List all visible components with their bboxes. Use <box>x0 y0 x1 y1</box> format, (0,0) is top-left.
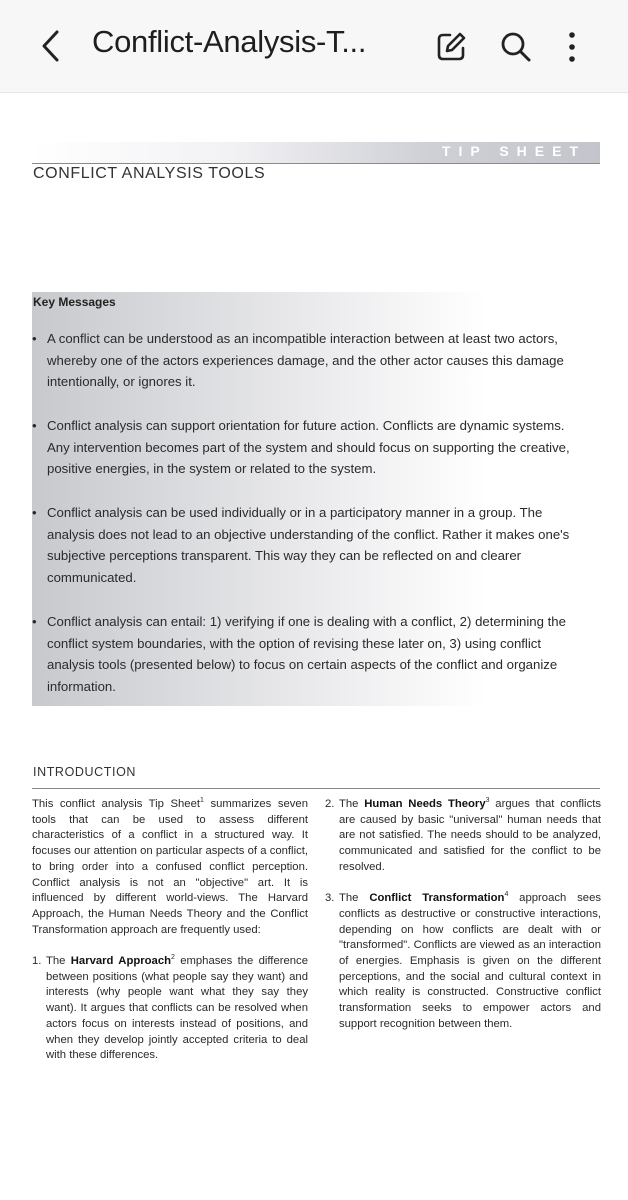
introduction-heading: INTRODUCTION <box>33 765 137 779</box>
approach-item-harvard: 1. The Harvard Approach$^2$ emphases the difference between positions (what people say they want) and interests (why people want what they say they want). It argues that conflicts can be resolved when actors focus on interests instead of positions, and when they develop jointly accepted criteria to deal with these differences. <box>32 954 308 1062</box>
app-bar <box>0 0 628 93</box>
back-button[interactable] <box>36 28 70 64</box>
key-message-item: • Conflict analysis can be used individually or in a participatory manner in a group. The analysis does not lead to an objective understanding of the conflict. Rather it makes one's subjective perceptions transparent. This way they can be reflected on and clearer communicated. <box>32 505 570 585</box>
intro-column-right <box>325 797 601 1033</box>
search-icon <box>499 30 533 64</box>
intro-paragraph: This conflict analysis Tip Sheet$^1$ summarizes seven tools that can be used to assess different characteristics of a conflict in a structured way. It focuses our attention on particular aspects of a conflict, to bring order into a confused conflict perception. Conflict analysis is not an "objective" art. It is influenced by different world-views. The Harvard Approach, the Human Needs Theory and the Conflict Transformation approach are frequently used: <box>32 797 309 936</box>
tip-sheet-banner <box>32 142 600 164</box>
page-title: CONFLICT ANALYSIS TOOLS <box>33 165 266 182</box>
document-title: Conflict-Analysis-T... <box>92 24 367 59</box>
more-options-button[interactable] <box>560 30 584 64</box>
chevron-left-icon <box>36 28 70 64</box>
key-message-item: • Conflict analysis can entail: 1) verifying if one is dealing with a conflict, 2) determining the conflict system boundaries, with the option of revising these later on, 3) using conflict analysis tools (presented below) to focus on certain aspects of the conflict and organize information. <box>32 614 566 694</box>
more-vertical-icon <box>560 30 584 64</box>
intro-column-left <box>32 797 308 1064</box>
section-divider <box>32 788 600 789</box>
search-button[interactable] <box>499 30 533 64</box>
approach-item-human-needs: 2. The Human Needs Theory$^3$ argues that conflicts are caused by basic "universal" human needs that are not satisfied. The needs should to be analyzed, communicated and satisfied for the conflict to be resolved. <box>325 797 602 873</box>
edit-button[interactable] <box>434 30 468 64</box>
document-page[interactable] <box>0 92 628 1200</box>
key-message-item: • A conflict can be understood as an incompatible interaction between at least two actors, whereby one of the actors experiences damage, and the other actor causes this damage intentionally, or ignores it. <box>32 331 564 390</box>
tip-sheet-label: TIP SHEET <box>441 143 586 159</box>
key-messages-heading: Key Messages <box>33 295 116 309</box>
approach-item-conflict-transformation: 3. The Conflict Transformation$^4$ approach sees conflicts as destructive or constructive interactions, depending on how conflicts are dealt with or "transformed". Conflicts are viewed as an interaction of energies. Emphasis is given on the different perceptions, and the social and cultural context in which reality is constructed. Constructive conflict transformation seeks to empower actors and support recognition between them. <box>325 891 601 1030</box>
edit-icon <box>434 30 468 64</box>
key-message-item: • Conflict analysis can support orientation for future action. Conflicts are dynamic systems. Any intervention becomes part of the system and should focus on supporting the creative, positive energies, in the system or related to the system. <box>32 418 570 477</box>
